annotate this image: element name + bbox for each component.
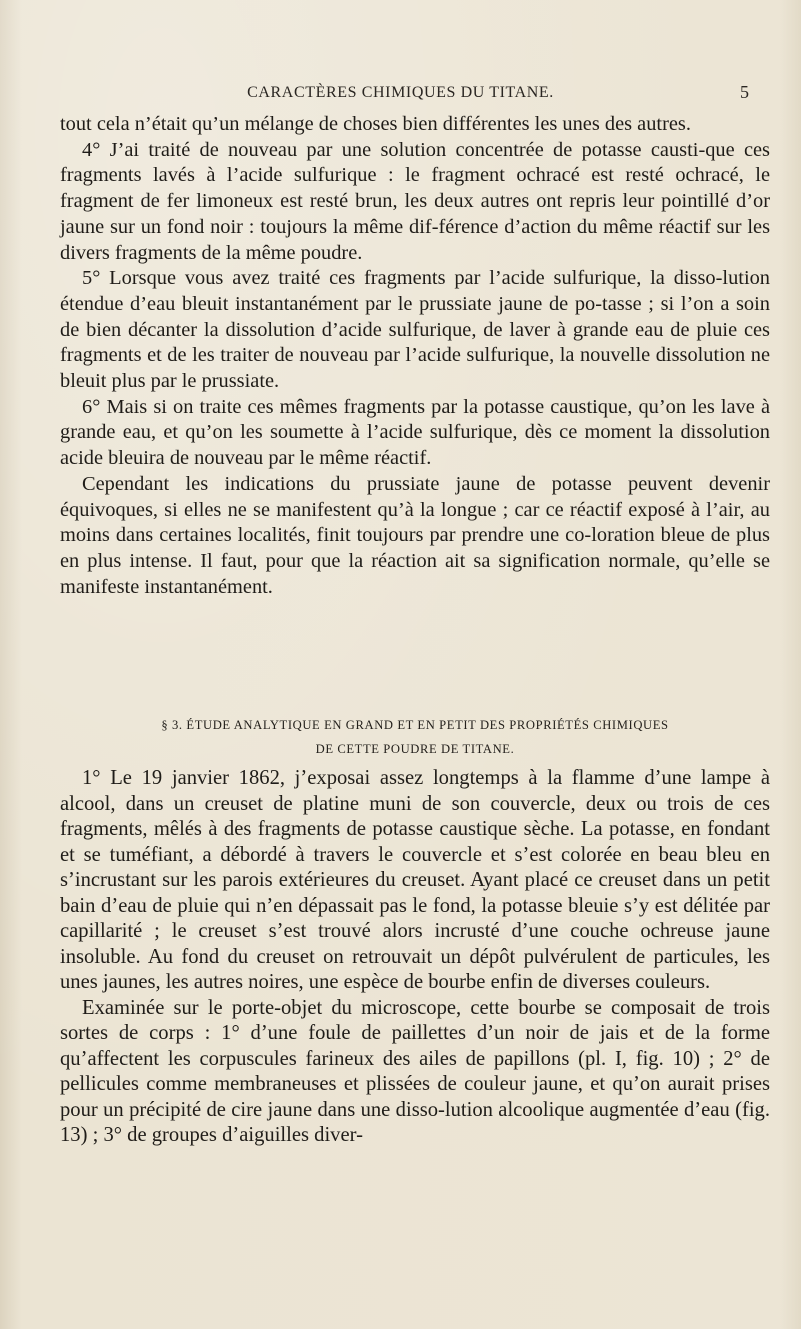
paragraph-item-4: 4° J’ai traité de nouveau par une solution concentrée de potasse causti-que ces fragments lavés à l’acide sulfurique : le fragment ochracé est resté ochracé, le fragment de fer limoneux est resté brun, les deux autres ont repris leur pointillé d’or jaune sur un fond noir : toujours la même dif-férence d’action du même réactif sur les divers fragments de la même poudre. [60, 138, 770, 264]
paragraph-item-1: 1° Le 19 janvier 1862, j’exposai assez longtemps à la flamme d’une lampe à alcool, dans un creuset de platine muni de son couvercle, deux ou trois de ces fragments, mêlés à des fragments de potasse caustique sèche. La potasse, en fondant et se tuméfiant, a débordé à travers le couvercle et s’est colorée en beau bleu en s’incrustant sur les parois extérieures du creuset. Ayant placé ce creuset dans un petit bain d’eau de pluie qui n’en dépassait pas le fond, la potasse bleuie s’y est délitée par capillarité ; le creuset s’est trouvé alors incrusté d’une couche ochreuse jaune insoluble. Au fond du creuset on retrouvait un dépôt pulvérulent de particules, les unes jaunes, les autres noires, une espèce de bourbe enfin de diverses couleurs. [60, 767, 770, 993]
text-block-bottom [60, 766, 770, 1149]
paragraph-examinee: Examinée sur le porte-objet du microscope, cette bourbe se composait de trois sortes de corps : 1° d’une foule de paillettes d’un noir de jais et de la forme qu’affectent les corpuscules farineux des ailes de papillons (pl. I, fig. 10) ; 2° de pellicules comme membraneuses et plissées de couleur jaune, et qu’on aurait prises pour un précipité de cire jaune dans une disso-lution alcoolique augmentée d’eau (fig. 13) ; 3° de groupes d’aiguilles diver- [60, 996, 770, 1146]
page-number: 5 [740, 82, 749, 102]
running-title: CARACTÈRES CHIMIQUES DU TITANE. [247, 84, 554, 101]
section-heading-line-1: § 3. ÉTUDE ANALYTIQUE EN GRAND ET EN PETIT DES PROPRIÉTÉS CHIMIQUES [161, 718, 669, 732]
text-block-top [60, 112, 770, 600]
paragraph-cependant: Cependant les indications du prussiate jaune de potasse peuvent devenir équivoques, si elles ne se manifestent qu’à la longue ; car ce réactif exposé à l’air, au moins dans certaines localités, finit toujours par prendre une co-loration bleue de plus en plus intense. Il faut, pour que la réaction ait sa signification normale, qu’elle se manifeste instantanément. [60, 472, 770, 598]
section-heading [60, 713, 770, 761]
paragraph-continuation: tout cela n’était qu’un mélange de choses bien différentes les unes des autres. [60, 113, 691, 135]
section-heading-line-2: DE CETTE POUDRE DE TITANE. [315, 742, 515, 756]
page-header [0, 76, 801, 106]
paragraph-item-5: 5° Lorsque vous avez traité ces fragments par l’acide sulfurique, la disso-lution étendue d’eau bleuit instantanément par le prussiate jaune de po-tasse ; si l’on a soin de bien décanter la dissolution d’acide sulfurique, de laver à grande eau de pluie ces fragments et de les traiter de nouveau par l’acide sulfurique, la nouvelle dissolution ne bleuit plus par le prussiate. [60, 267, 770, 393]
paragraph-item-6: 6° Mais si on traite ces mêmes fragments par la potasse caustique, qu’on les lave à grande eau, et qu’on les soumette à l’acide sulfurique, dès ce moment la dissolution acide bleuira de nouveau par le même réactif. [60, 395, 770, 470]
